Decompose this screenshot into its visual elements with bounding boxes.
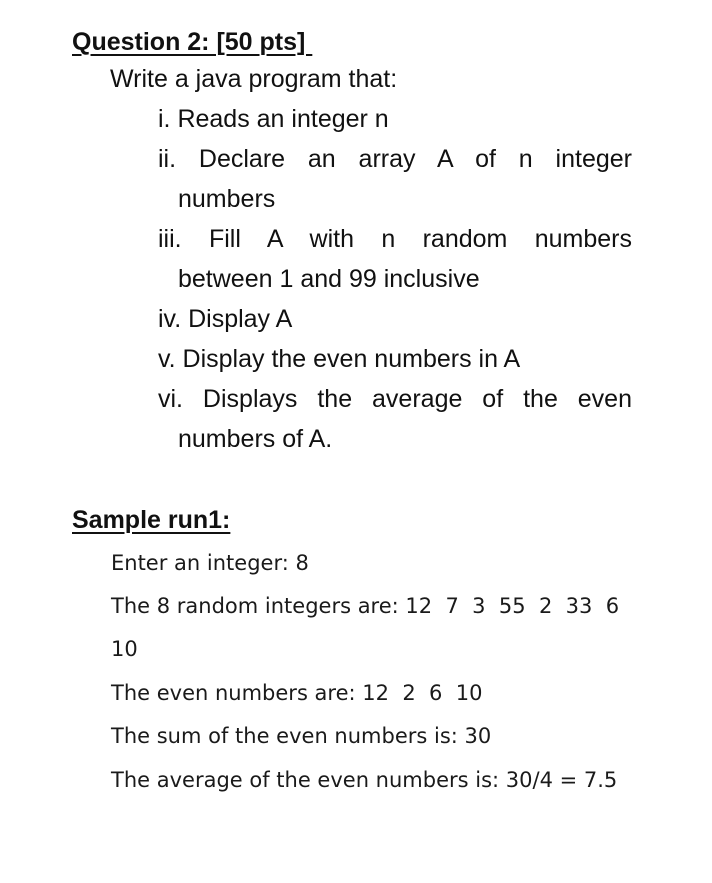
question-title: Question 2: [50 pts] [72, 28, 313, 56]
sample-output-line: The even numbers are: 12 2 6 10 [111, 681, 483, 705]
task-item-6: vi. Displays the average of the even [158, 385, 632, 413]
sample-output-line: The average of the even numbers is: 30/4 = 7.5 [111, 768, 618, 792]
task-item-2-continuation: numbers [178, 185, 276, 213]
question-intro: Write a java program that: [110, 65, 398, 93]
sample-output-line: Enter an integer: 8 [111, 551, 309, 575]
task-item-3-continuation: between 1 and 99 inclusive [178, 265, 480, 293]
sample-run-title: Sample run1: [72, 506, 231, 534]
task-item-1: i. Reads an integer n [158, 105, 389, 133]
task-item-4: iv. Display A [158, 305, 293, 333]
sample-output-line: 10 [111, 637, 138, 661]
task-item-6-continuation: numbers of A. [178, 425, 333, 453]
task-item-3: iii. Fill A with n random numbers [158, 225, 632, 253]
sample-output-line: The sum of the even numbers is: 30 [111, 724, 492, 748]
task-item-5: v. Display the even numbers in A [158, 345, 521, 373]
task-item-2: ii. Declare an array A of n integer [158, 145, 632, 173]
sample-output-line: The 8 random integers are: 12 7 3 55 2 33 6 [111, 594, 620, 618]
